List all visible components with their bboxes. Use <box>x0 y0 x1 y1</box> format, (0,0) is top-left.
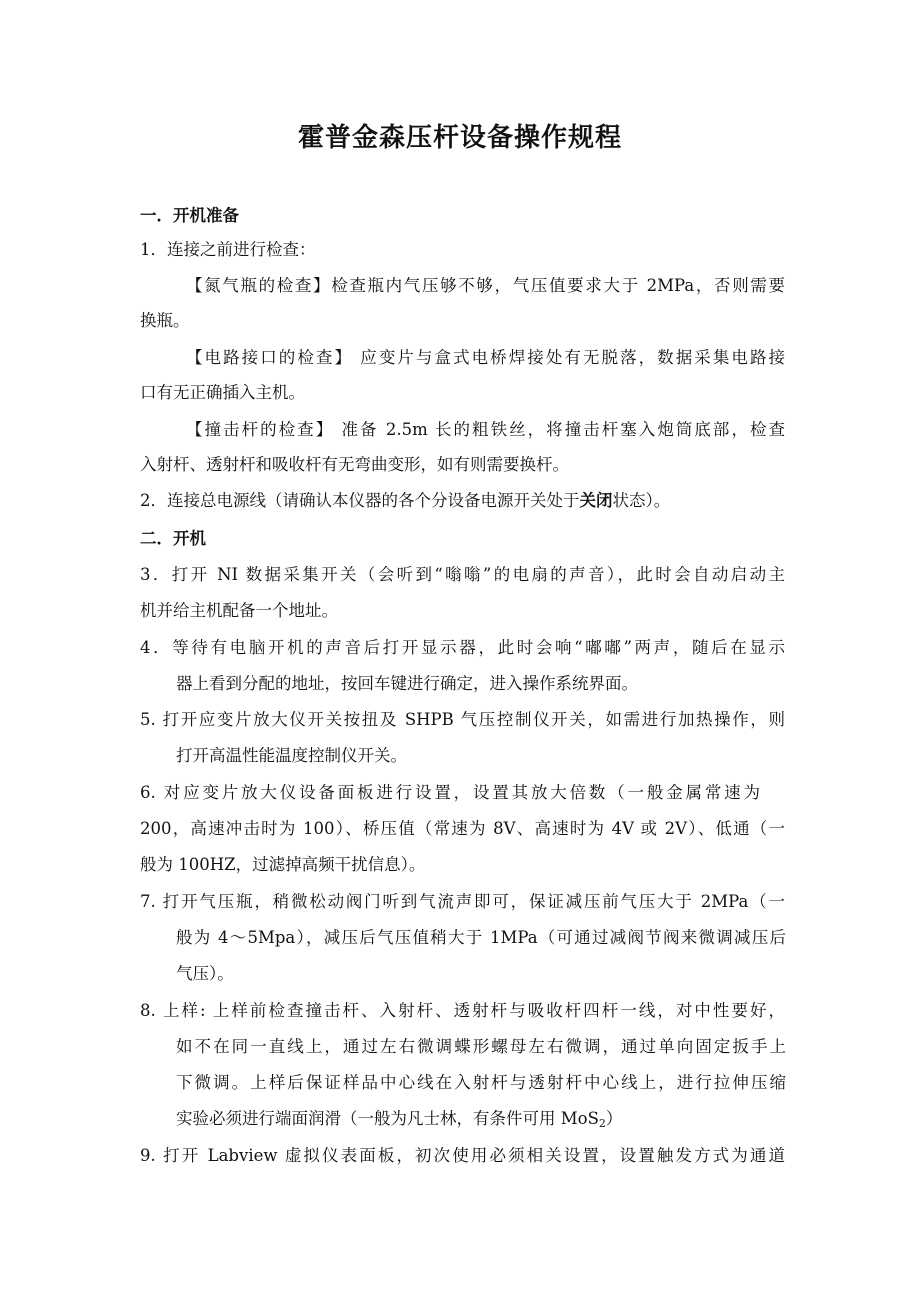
striker-check-line-1: 【撞击杆的检查】 准备 2.5m 长的粗铁丝，将撞击杆塞入炮筒底部，检查 <box>186 420 786 439</box>
nitrogen-check-line-2: 换瓶。 <box>140 311 190 330</box>
striker-check-tag: 【撞击杆的检查】 <box>186 420 335 439</box>
striker-check-line-2: 入射杆、透射杆和吸收杆有无弯曲变形，如有则需要换杆。 <box>140 455 569 474</box>
item-3-line-2: 机并给主机配备一个地址。 <box>140 601 338 620</box>
item-2: 2．连接总电源线（请确认本仪器的各个分设备电源开关处于关闭状态）。 <box>140 491 671 510</box>
item-1: 1．连接之前进行检查： <box>140 240 316 259</box>
page-title: 霍普金森压杆设备操作规程 <box>297 123 622 153</box>
nitrogen-check-line-1: 【氮气瓶的检查】检查瓶内气压够不够，气压值要求大于 2MPa，否则需要 <box>186 276 785 295</box>
circuit-check-line-1: 【电路接口的检查】 应变片与盒式电桥焊接处有无脱落，数据采集电路接 <box>186 348 786 367</box>
item-5-line-2: 打开高温性能温度控制仪开关。 <box>176 746 407 765</box>
item-8-line-4: 实验必须进行端面润滑（一般为凡士林，有条件可用 MoS$_2$） <box>176 1109 623 1130</box>
item-6-line-3: 般为 100HZ，过滤掉高频干扰信息）。 <box>140 855 426 874</box>
item-5-line-1: 5. 打开应变片放大仪开关按扭及 SHPB 气压控制仪开关，如需进行加热操作，则 <box>140 710 785 729</box>
subscript-2: 2 <box>598 1117 606 1130</box>
item-8-line-2: 如不在同一直线上，通过左右微调蝶形螺母左右微调，通过单向固定扳手上 <box>176 1037 786 1056</box>
nitrogen-check-tag: 【氮气瓶的检查】 <box>186 276 332 295</box>
section-heading-startup-prep: 一．开机准备 <box>140 206 239 225</box>
closed-emphasis: 关闭 <box>579 491 613 510</box>
item-4-line-1: 4．等待有电脑开机的声音后打开显示器，此时会响“嘟嘟”两声，随后在显示 <box>140 638 785 657</box>
circuit-check-tag: 【电路接口的检查】 <box>186 348 353 367</box>
item-4-line-2: 器上看到分配的地址，按回车键进行确定，进入操作系统界面。 <box>176 674 638 693</box>
item-6-line-1: 6. 对应变片放大仪设备面板进行设置，设置其放大倍数（一般金属常速为 <box>140 783 760 802</box>
item-9-line-1: 9. 打开 Labview 虚拟仪表面板，初次使用必须相关设置，设置触发方式为通道 <box>140 1146 785 1165</box>
item-8-line-3: 下微调。上样后保证样品中心线在入射杆与透射杆中心线上，进行拉伸压缩 <box>176 1073 786 1092</box>
item-3-line-1: 3．打开 NI 数据采集开关（会听到“嗡嗡”的电扇的声音），此时会自动启动主 <box>140 565 785 584</box>
section-heading-power-on: 二．开机 <box>140 529 206 548</box>
item-7-line-1: 7. 打开气压瓶，稍微松动阀门听到气流声即可，保证减压前气压大于 2MPa（一 <box>140 892 785 911</box>
circuit-check-line-2: 口有无正确插入主机。 <box>140 383 305 402</box>
item-6-line-2: 200，高速冲击时为 100）、桥压值（常速为 8V、高速时为 4V 或 2V）、低通（一 <box>140 819 785 838</box>
item-7-line-3: 气压）。 <box>176 964 234 983</box>
item-8-line-1: 8. 上样: 上样前检查撞击杆、入射杆、透射杆与吸收杆四杆一线，对中性要好， <box>140 1001 785 1020</box>
item-7-line-2: 般为 4～5Mpa），减压后气压值稍大于 1MPa（可通过减阀节阀来微调减压后 <box>176 928 786 947</box>
